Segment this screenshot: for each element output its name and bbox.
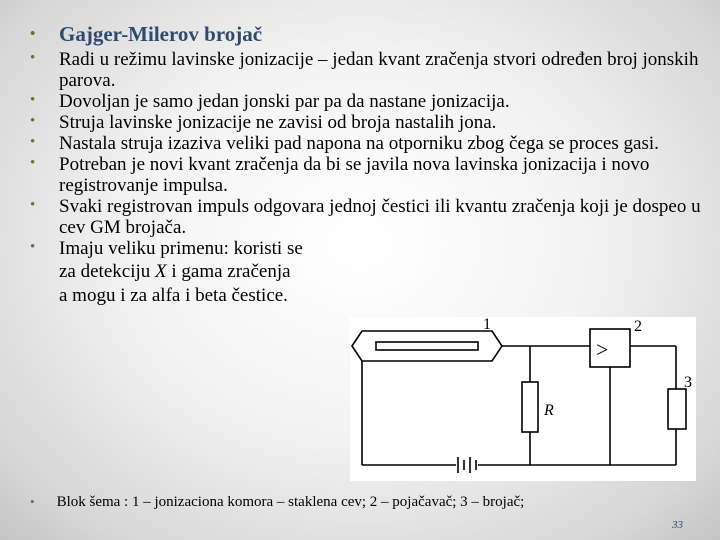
bullet-item bbox=[27, 49, 707, 91]
bullet-text: Potreban je novi kvant zračenja da bi se javila nova lavinska jonizacija i novo registrovanje impulsa. bbox=[59, 154, 650, 196]
bullet-text: Svaki registrovan impuls odgovara jednoj čestici ili kvantu zračenja koji je dospeo u cev GM brojača. bbox=[59, 196, 701, 238]
diagram-caption bbox=[30, 494, 524, 511]
counter-box bbox=[668, 389, 686, 429]
bullet-icon: • bbox=[30, 50, 36, 66]
bullet-icon: • bbox=[30, 155, 36, 171]
bullet-text-line1: Imaju veliku primenu: koristi se bbox=[59, 238, 303, 259]
bullet-item bbox=[27, 238, 707, 306]
title-text: Gajger-Milerov brojač bbox=[59, 22, 263, 46]
bullet-text: Struja lavinske jonizacije ne zavisi od broja nastalih jona. bbox=[59, 112, 497, 133]
bullet-item bbox=[27, 133, 707, 154]
bullet-item bbox=[27, 91, 707, 112]
label-1: 1 bbox=[483, 317, 491, 333]
page-number: 33 bbox=[672, 519, 683, 531]
gm-counter-block-diagram bbox=[350, 317, 696, 481]
bullet-item bbox=[27, 154, 707, 196]
bullet-item bbox=[27, 196, 707, 238]
bullet-list bbox=[27, 24, 707, 306]
resistor-r bbox=[522, 382, 538, 432]
bullet-text-line3: a mogu i za alfa i beta čestice. bbox=[59, 285, 288, 306]
bullet-text: Radi u režimu lavinske jonizacije – jedan kvant zračenja stvori određen broj jonskih parova. bbox=[59, 49, 699, 91]
label-2: 2 bbox=[634, 318, 642, 335]
line2-post: i gama zračenja bbox=[166, 261, 291, 282]
gm-tube-inner bbox=[376, 342, 478, 350]
bullet-item bbox=[27, 112, 707, 133]
bullet-text: Nastala struja izaziva veliki pad napona na otporniku zbog čega se proces gasi. bbox=[59, 133, 659, 154]
bullet-icon: • bbox=[30, 113, 36, 129]
slide-title bbox=[27, 24, 707, 45]
resistor-label: R bbox=[544, 402, 554, 419]
bullet-icon: • bbox=[30, 92, 36, 108]
bullet-icon: • bbox=[30, 134, 36, 150]
label-3: 3 bbox=[684, 374, 692, 391]
x-ray-symbol: X bbox=[155, 261, 167, 282]
line2-pre: za detekciju bbox=[59, 261, 156, 282]
amplifier-symbol: > bbox=[596, 337, 609, 362]
bullet-icon: • bbox=[30, 26, 36, 42]
caption-text: Blok šema : 1 – jonizaciona komora – staklena cev; 2 – pojačavač; 3 – brojač; bbox=[56, 494, 525, 510]
gm-tube bbox=[352, 331, 502, 361]
bullet-icon: • bbox=[30, 197, 36, 213]
bullet-text: Dovoljan je samo jedan jonski par pa da nastane jonizacija. bbox=[59, 91, 510, 112]
bullet-icon: • bbox=[30, 494, 35, 509]
bullet-icon: • bbox=[30, 239, 36, 255]
bullet-text-line2 bbox=[59, 261, 707, 282]
